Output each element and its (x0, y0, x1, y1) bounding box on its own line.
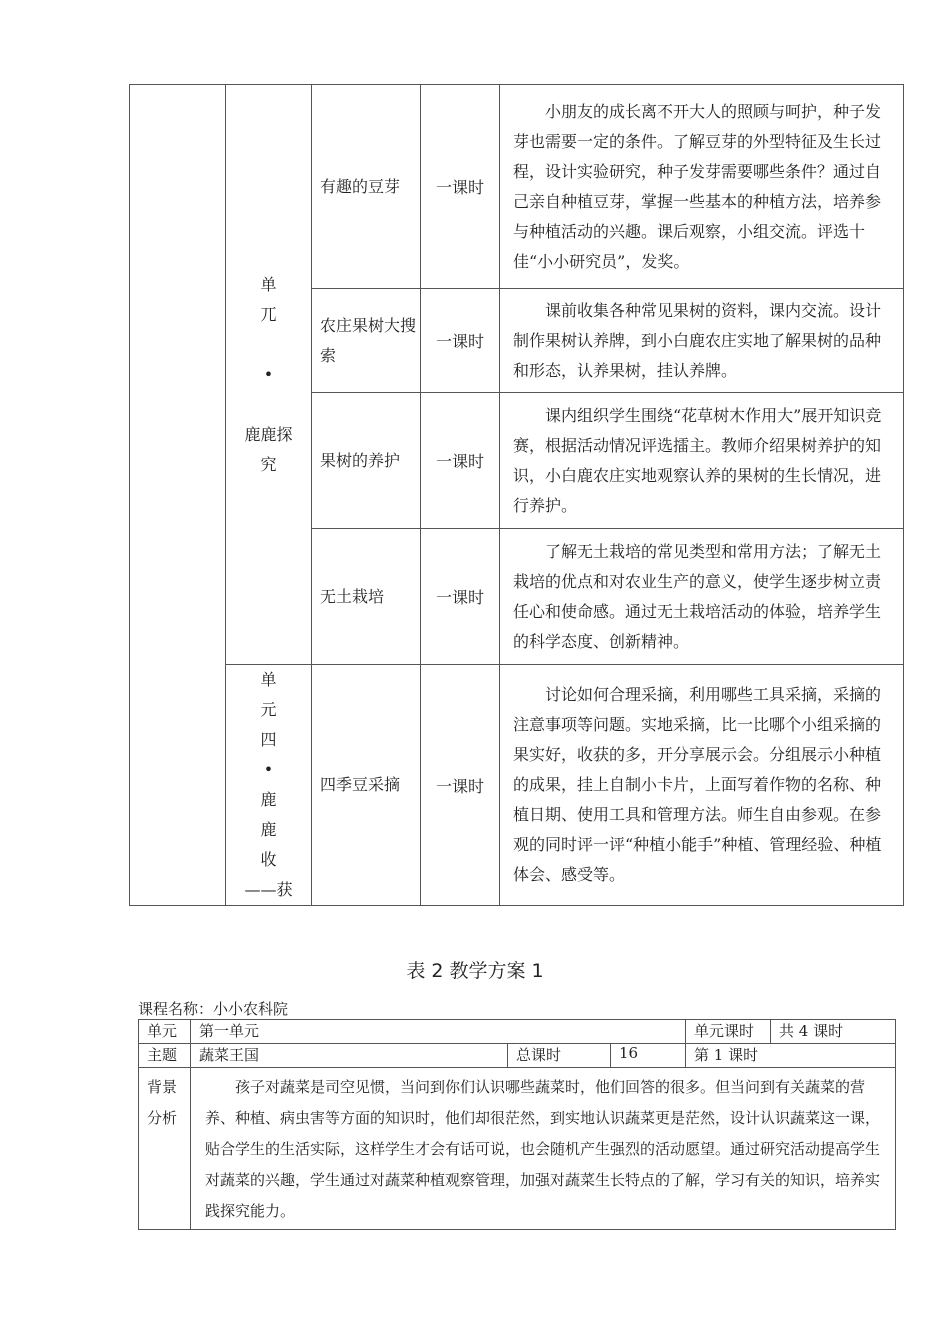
table-row (139, 1068, 896, 1230)
table-row (130, 665, 904, 906)
topic-cell: 果树的养护 (312, 393, 421, 529)
table-row (139, 1044, 896, 1068)
activity-table (129, 84, 904, 906)
desc-cell (500, 85, 904, 289)
course-name: 课程名称：小小农科院 (138, 1000, 289, 1018)
desc-cell (500, 665, 904, 906)
unit-value: 第一单元 (191, 1020, 686, 1044)
unit-three-cell (226, 85, 312, 665)
unit-four-label: 单 元 四 • 鹿 鹿 收 ——获 (244, 670, 293, 899)
blank-cell (130, 85, 226, 906)
table-title: 表 2 教学方案 1 (406, 960, 544, 982)
theme-value: 蔬菜王国 (191, 1044, 508, 1068)
topic-cell: 无土栽培 (312, 529, 421, 665)
unit-label: 单元 (139, 1020, 191, 1044)
desc-text: 课内组织学生围绕“花草树木作用大”展开知识竞赛，根据活动情况评选擂主。教师介绍果树养护的知识，小白鹿农庄实地观察认养的果树的生长情况，进行养护。 (513, 405, 882, 515)
desc-text: 了解无土栽培的常见类型和常用方法；了解无土栽培的优点和对农业生产的意义，使学生逐步树立责任心和使命感。通过无土栽培活动的体验，培养学生的科学态度、创新精神。 (513, 541, 882, 651)
background-analysis (191, 1068, 896, 1230)
total-hours-value: 16 (611, 1044, 686, 1068)
desc-cell (500, 289, 904, 393)
hours-cell: 一课时 (421, 665, 500, 906)
total-hours-label: 总课时 (508, 1044, 611, 1068)
desc-text: 讨论如何合理采摘，利用哪些工具采摘，采摘的注意事项等问题。实地采摘，比一比哪个小组采摘的果实好，收获的多，开分享展示会。分组展示小种植的成果，挂上自制小卡片，上面写着作物的名称、种植日期、使用工具和管理方法。师生自由参观。在参观的同时评一评“种植小能手”种植、管理经验、种植体会、感受等。 (513, 685, 882, 884)
table-row (139, 1020, 896, 1044)
unit-three-label: 单 兀 • 鹿鹿探 究 (244, 274, 293, 474)
lesson-number: 第 1 课时 (686, 1044, 896, 1068)
hours-cell: 一课时 (421, 529, 500, 665)
unit-four-cell (226, 665, 312, 906)
desc-cell (500, 529, 904, 665)
topic-cell: 农庄果树大搜索 (312, 289, 421, 393)
hours-cell: 一课时 (421, 85, 500, 289)
hours-cell: 一课时 (421, 393, 500, 529)
table-row (130, 85, 904, 289)
background-text: 孩子对蔬菜是司空见惯，当问到你们认识哪些蔬菜时，他们回答的很多。但当问到有关蔬菜的营养、种植、病虫害等方面的知识时，他们却很茫然，到实地认识蔬菜更是茫然，设计认识蔬菜这一课，贴合学生的生活实际，这样学生才会有话可说，也会随机产生强烈的活动愿望。通过研究活动提高学生对蔬菜的兴趣，学生通过对蔬菜种植观察管理，加强对蔬菜生长特点的了解，学习有关的知识，培养实践探究能力。 (205, 1078, 881, 1220)
topic-cell: 有趣的豆芽 (312, 85, 421, 289)
unit-hours-value: 共 4 课时 (771, 1020, 896, 1044)
desc-text: 小朋友的成长离不开大人的照顾与呵护，种子发芽也需要一定的条件。了解豆芽的外型特征及生长过程，设计实验研究，种子发芽需要哪些条件？通过自己亲自种植豆芽，掌握一些基本的种植方法，培养参与种植活动的兴趣。课后观察，小组交流。评选十佳“小小研究员”，发奖。 (513, 101, 882, 271)
hours-cell: 一课时 (421, 289, 500, 393)
desc-cell (500, 393, 904, 529)
background-label: 背景 分析 (139, 1068, 191, 1230)
theme-label: 主题 (139, 1044, 191, 1068)
unit-hours-label: 单元课时 (686, 1020, 771, 1044)
topic-cell: 四季豆采摘 (312, 665, 421, 906)
desc-text: 课前收集各种常见果树的资料，课内交流。设计制作果树认养牌，到小白鹿农庄实地了解果树的品种和形态，认养果树，挂认养牌。 (513, 300, 882, 380)
teaching-plan-table (138, 1019, 896, 1230)
